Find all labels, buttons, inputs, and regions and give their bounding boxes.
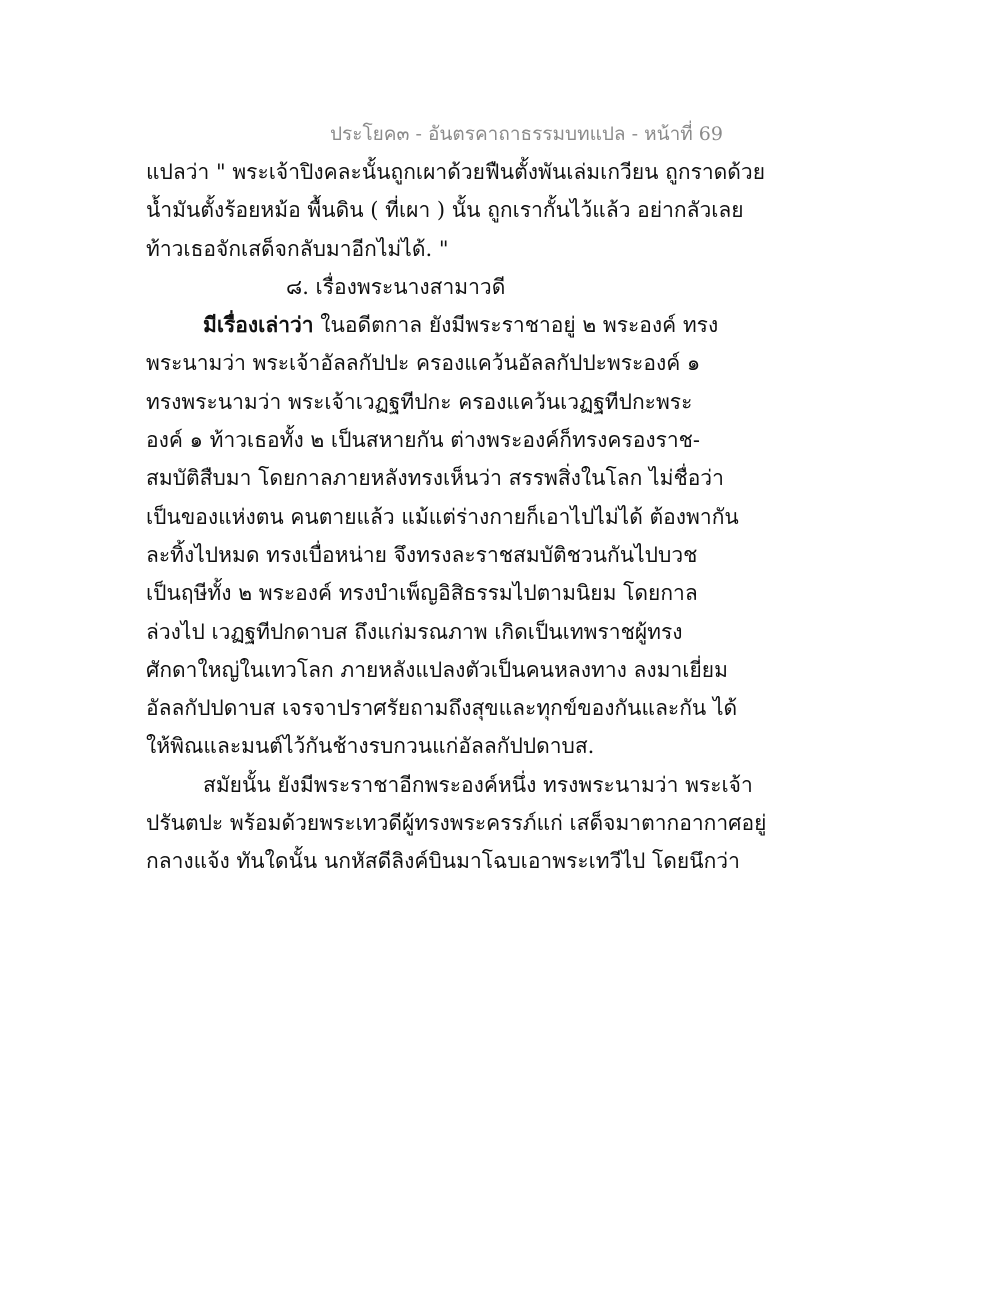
text-line: พระนามว่า พระเจ้าอัลลกัปปะ ครองแคว้นอัลลกัปปะพระองค์ ๑	[146, 351, 701, 376]
paragraph-first-line	[146, 306, 726, 344]
text-line: ท้าวเธอจักเสด็จกลับมาอีกไม่ได้. "	[146, 236, 449, 261]
text-line: องค์ ๑ ท้าวเธอทั้ง ๒ เป็นสหายกัน ต่างพระองค์ก็ทรงครองราช-	[146, 428, 700, 453]
text-line: แปลว่า " พระเจ้าปิงคละนั้นถูกเผาด้วยฟืนตั้งพันเล่มเกวียน ถูกราดด้วย	[146, 160, 766, 184]
text-line: ศักดาใหญ่ในเทวโลก ภายหลังแปลงตัวเป็นคนหลงทาง ลงมาเยี่ยม	[146, 657, 728, 682]
text-line: ให้พิณและมนต์ไว้กันช้างรบกวนแก่อัลลกัปปดาบส.	[146, 734, 595, 759]
text-line: เป็นของแห่งตน คนตายแล้ว แม้แต่ร่างกายก็เอาไปไม่ได้ ต้องพากัน	[146, 504, 739, 529]
text-line: สมบัติสืบมา โดยกาลภายหลังทรงเห็นว่า สรรพสิ่งในโลก ไม่ชื่อว่า	[146, 466, 724, 491]
text-line: เป็นฤษีทั้ง ๒ พระองค์ ทรงบำเพ็ญอิสิธรรมไปตามนิยม โดยกาล	[146, 581, 698, 606]
text-line: ทรงพระนามว่า พระเจ้าเวฏฐทีปกะ ครองแคว้นเวฏฐทีปกะพระ	[146, 389, 693, 414]
text-line: ปรันตปะ พร้อมด้วยพระเทวดีผู้ทรงพระครรภ์แก่ เสด็จมาตากอากาศอยู่	[146, 811, 767, 836]
running-header: ประโยค๓ - อันตรคาถาธรรมบทแปล - หน้าที่ 69	[330, 123, 723, 145]
text-line: สมัยนั้น ยังมีพระราชาอีกพระองค์หนึ่ง ทรงพระนามว่า พระเจ้า	[203, 772, 753, 797]
section-heading: ๘. เรื่องพระนางสามาวดี	[286, 274, 506, 299]
story-lead: มีเรื่องเล่าว่า	[203, 312, 314, 338]
text-line: น้ำมันตั้งร้อยหม้อ พื้นดิน ( ที่เผา ) นั้น ถูกเรากั้นไว้แล้ว อย่ากลัวเลย	[146, 198, 744, 223]
paragraph-text: ในอดีตกาล ยังมีพระราชาอยู่ ๒ พระองค์ ทรง	[313, 313, 719, 338]
text-line: อัลลกัปปดาบส เจรจาปราศรัยถามถึงสุขและทุกข์ของกันและกัน ได้	[146, 696, 738, 721]
document-body	[146, 153, 767, 881]
text-line: ล่วงไป เวฏฐทีปกดาบส ถึงแก่มรณภาพ เกิดเป็นเทพราชผู้ทรง	[146, 619, 683, 644]
text-line: ละทิ้งไปหมด ทรงเบื่อหน่าย จึงทรงละราชสมบัติชวนกันไปบวช	[146, 542, 698, 567]
text-line: กลางแจ้ง ทันใดนั้น นกหัสดีลิงค์บินมาโฉบเอาพระเทวีไป โดยนึกว่า	[146, 849, 740, 874]
